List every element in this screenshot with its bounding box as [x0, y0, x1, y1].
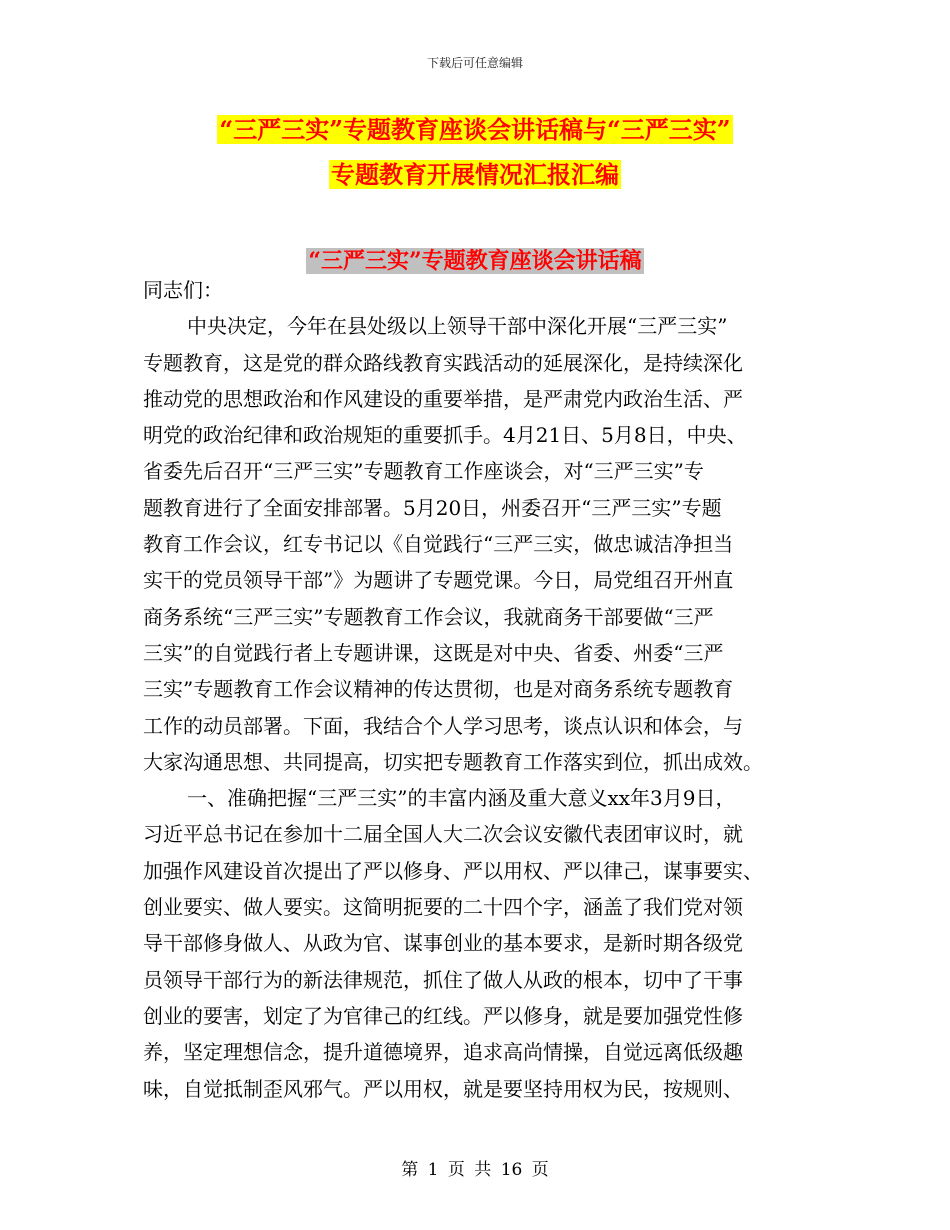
- body-line: 题教育进行了全面安排部署。5月20日，州委召开“三严三实”专题: [143, 495, 722, 520]
- document-title-line-2: [0, 157, 950, 193]
- body-line: 一、准确把握“三严三实”的丰富内涵及重大意义xx年3月9日，: [187, 786, 736, 811]
- body-line: 创业的要害，划定了为官律己的红线。严以修身，就是要加强党性修: [143, 1003, 743, 1028]
- body-line: 员领导干部行为的新法律规范，抓住了做人从政的根本，切中了干事: [143, 967, 743, 992]
- document-body: [143, 272, 813, 1107]
- body-line: 工作的动员部署。下面，我结合个人学习思考，谈点认识和体会，与: [143, 713, 743, 738]
- document-title-line-1: [0, 112, 950, 148]
- body-line: 三实”的自觉践行者上专题讲课，这既是对中央、省委、州委“三严: [143, 640, 724, 665]
- body-line: 中央决定，今年在县处级以上领导干部中深化开展“三严三实”: [187, 314, 728, 339]
- body-line: 省委先后召开“三严三实”专题教育工作座谈会，对“三严三实”专: [143, 459, 704, 484]
- body-line: 创业要实、做人要实。这简明扼要的二十四个字，涵盖了我们党对领: [143, 895, 743, 920]
- body-line: 商务系统“三严三实”专题教育工作会议，我就商务干部要做“三严: [143, 604, 714, 629]
- salutation: 同志们：: [143, 278, 223, 302]
- body-line: 教育工作会议，红专书记以《自觉践行“三严三实，做忠诚洁净担当: [143, 532, 734, 557]
- body-line: 专题教育，这是党的群众路线教育实践活动的延展深化，是持续深化: [143, 350, 743, 375]
- body-line: 味，自觉抵制歪风邪气。严以用权，就是要坚持用权为民，按规则、: [143, 1076, 743, 1101]
- body-line: 大家沟通思想、共同提高，切实把专题教育工作落实到位，抓出成效。: [143, 749, 763, 774]
- body-line: 养，坚定理想信念，提升道德境界，追求高尚情操，自觉远离低级趣: [143, 1040, 743, 1065]
- body-line: 明党的政治纪律和政治规矩的重要抓手。4月21日、5月8日，中央、: [143, 423, 747, 448]
- body-line: 推动党的思想政治和作风建设的重要举措，是严肃党内政治生活、严: [143, 386, 743, 411]
- header-note: 下载后可任意编辑: [426, 56, 523, 70]
- body-line: 习近平总书记在参加十二届全国人大二次会议安徽代表团审议时，就: [143, 822, 743, 847]
- title-line-2-text: 专题教育开展情况汇报汇编: [331, 160, 619, 189]
- title-line-1-text: “三严三实”专题教育座谈会讲话稿与“三严三实”: [219, 115, 731, 144]
- body-line: 加强作风建设首次提出了严以修身、严以用权、严以律己，谋事要实、: [143, 858, 763, 883]
- section-title-text: “三严三实”专题教育座谈会讲话稿: [308, 248, 642, 274]
- body-line: 导干部修身做人、从政为官、谋事创业的基本要求，是新时期各级党: [143, 931, 743, 956]
- page-footer: 第 1 页 共 16 页: [401, 1160, 549, 1180]
- body-line: 实干的党员领导干部”》为题讲了专题党课。今日，局党组召开州直: [143, 568, 734, 593]
- body-line: 三实”专题教育工作会议精神的传达贯彻，也是对商务系统专题教育: [143, 677, 734, 702]
